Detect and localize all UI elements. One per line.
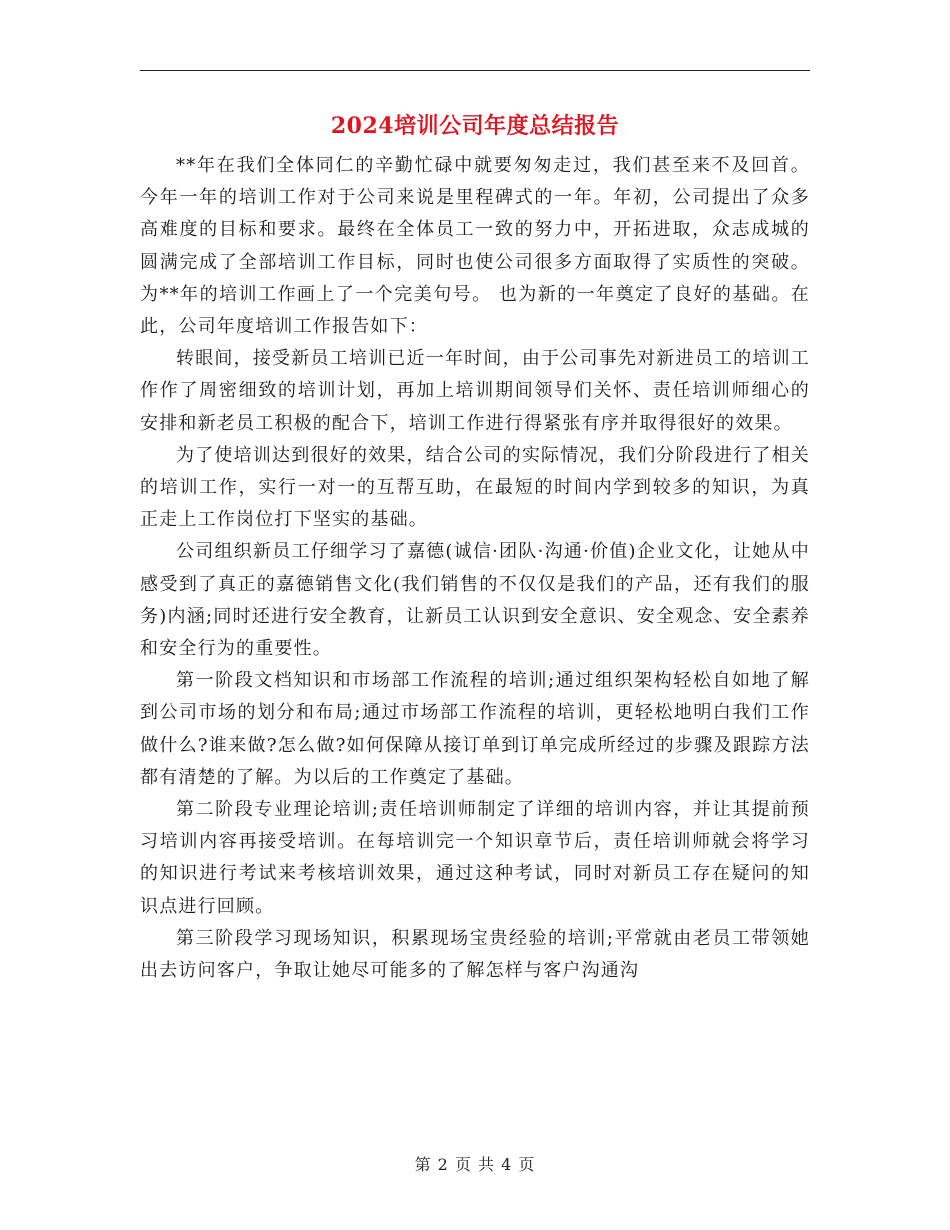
document-body	[140, 150, 810, 987]
paragraph-corporate-culture: 公司组织新员工仔细学习了嘉德(诚信·团队·沟通·价值)企业文化，让她从中感受到了真正的嘉德销售文化(我们销售的不仅仅是我们的产品，还有我们的服务)内涵;同时还进行安全教育，让新员工认识到安全意识、安全观念、安全素养和安全行为的重要性。	[140, 541, 810, 660]
paragraph-training-overview: 转眼间，接受新员工培训已近一年时间，由于公司事先对新进员工的培训工作作了周密细致的培训计划，再加上培训期间领导们关怀、责任培训师细心的安排和新老员工积极的配合下，培训工作进行得紧张有序并取得很好的效果。	[140, 348, 810, 434]
paragraph-phase-one: 第一阶段文档知识和市场部工作流程的培训;通过组织架构轻松自如地了解到公司市场的划分和布局;通过市场部工作流程的培训，更轻松地明白我们工作做什么?谁来做?怎么做?如何保障从接订单到订单完成所经过的步骤及跟踪方法都有清楚的了解。为以后的工作奠定了基础。	[140, 670, 810, 788]
page-number: 第 2 页 共 4 页	[414, 1155, 536, 1174]
document-title: 2024培训公司年度总结报告	[330, 113, 620, 139]
paragraph-phase-three: 第三阶段学习现场知识，积累现场宝贵经验的培训;平常就由老员工带领她出去访问客户，争取让她尽可能多的了解怎样与客户沟通沟	[140, 927, 810, 982]
paragraph-phase-two: 第二阶段专业理论培训;责任培训师制定了详细的培训内容，并让其提前预习培训内容再接受培训。在每培训完一个知识章节后，责任培训师就会将学习的知识进行考试来考核培训效果，通过这种考试，同时对新员工存在疑问的知识点进行回顾。	[140, 799, 810, 917]
header-rule	[140, 70, 810, 71]
paragraph-intro: **年在我们全体同仁的辛勤忙碌中就要匆匆走过，我们甚至来不及回首。今年一年的培训工作对于公司来说是里程碑式的一年。年初，公司提出了众多高难度的目标和要求。最终在全体员工一致的努力中，开拓进取，众志成城的圆满完成了全部培训工作目标，同时也使公司很多方面取得了实质性的突破。为**年的培训工作画上了一个完美句号。 也为新的一年奠定了良好的基础。在此，公司年度培训工作报告如下：	[140, 155, 810, 338]
paragraph-phased-approach: 为了使培训达到很好的效果，结合公司的实际情况，我们分阶段进行了相关的培训工作，实行一对一的互帮互助，在最短的时间内学到较多的知识，为真正走上工作岗位打下坚实的基础。	[140, 444, 810, 531]
